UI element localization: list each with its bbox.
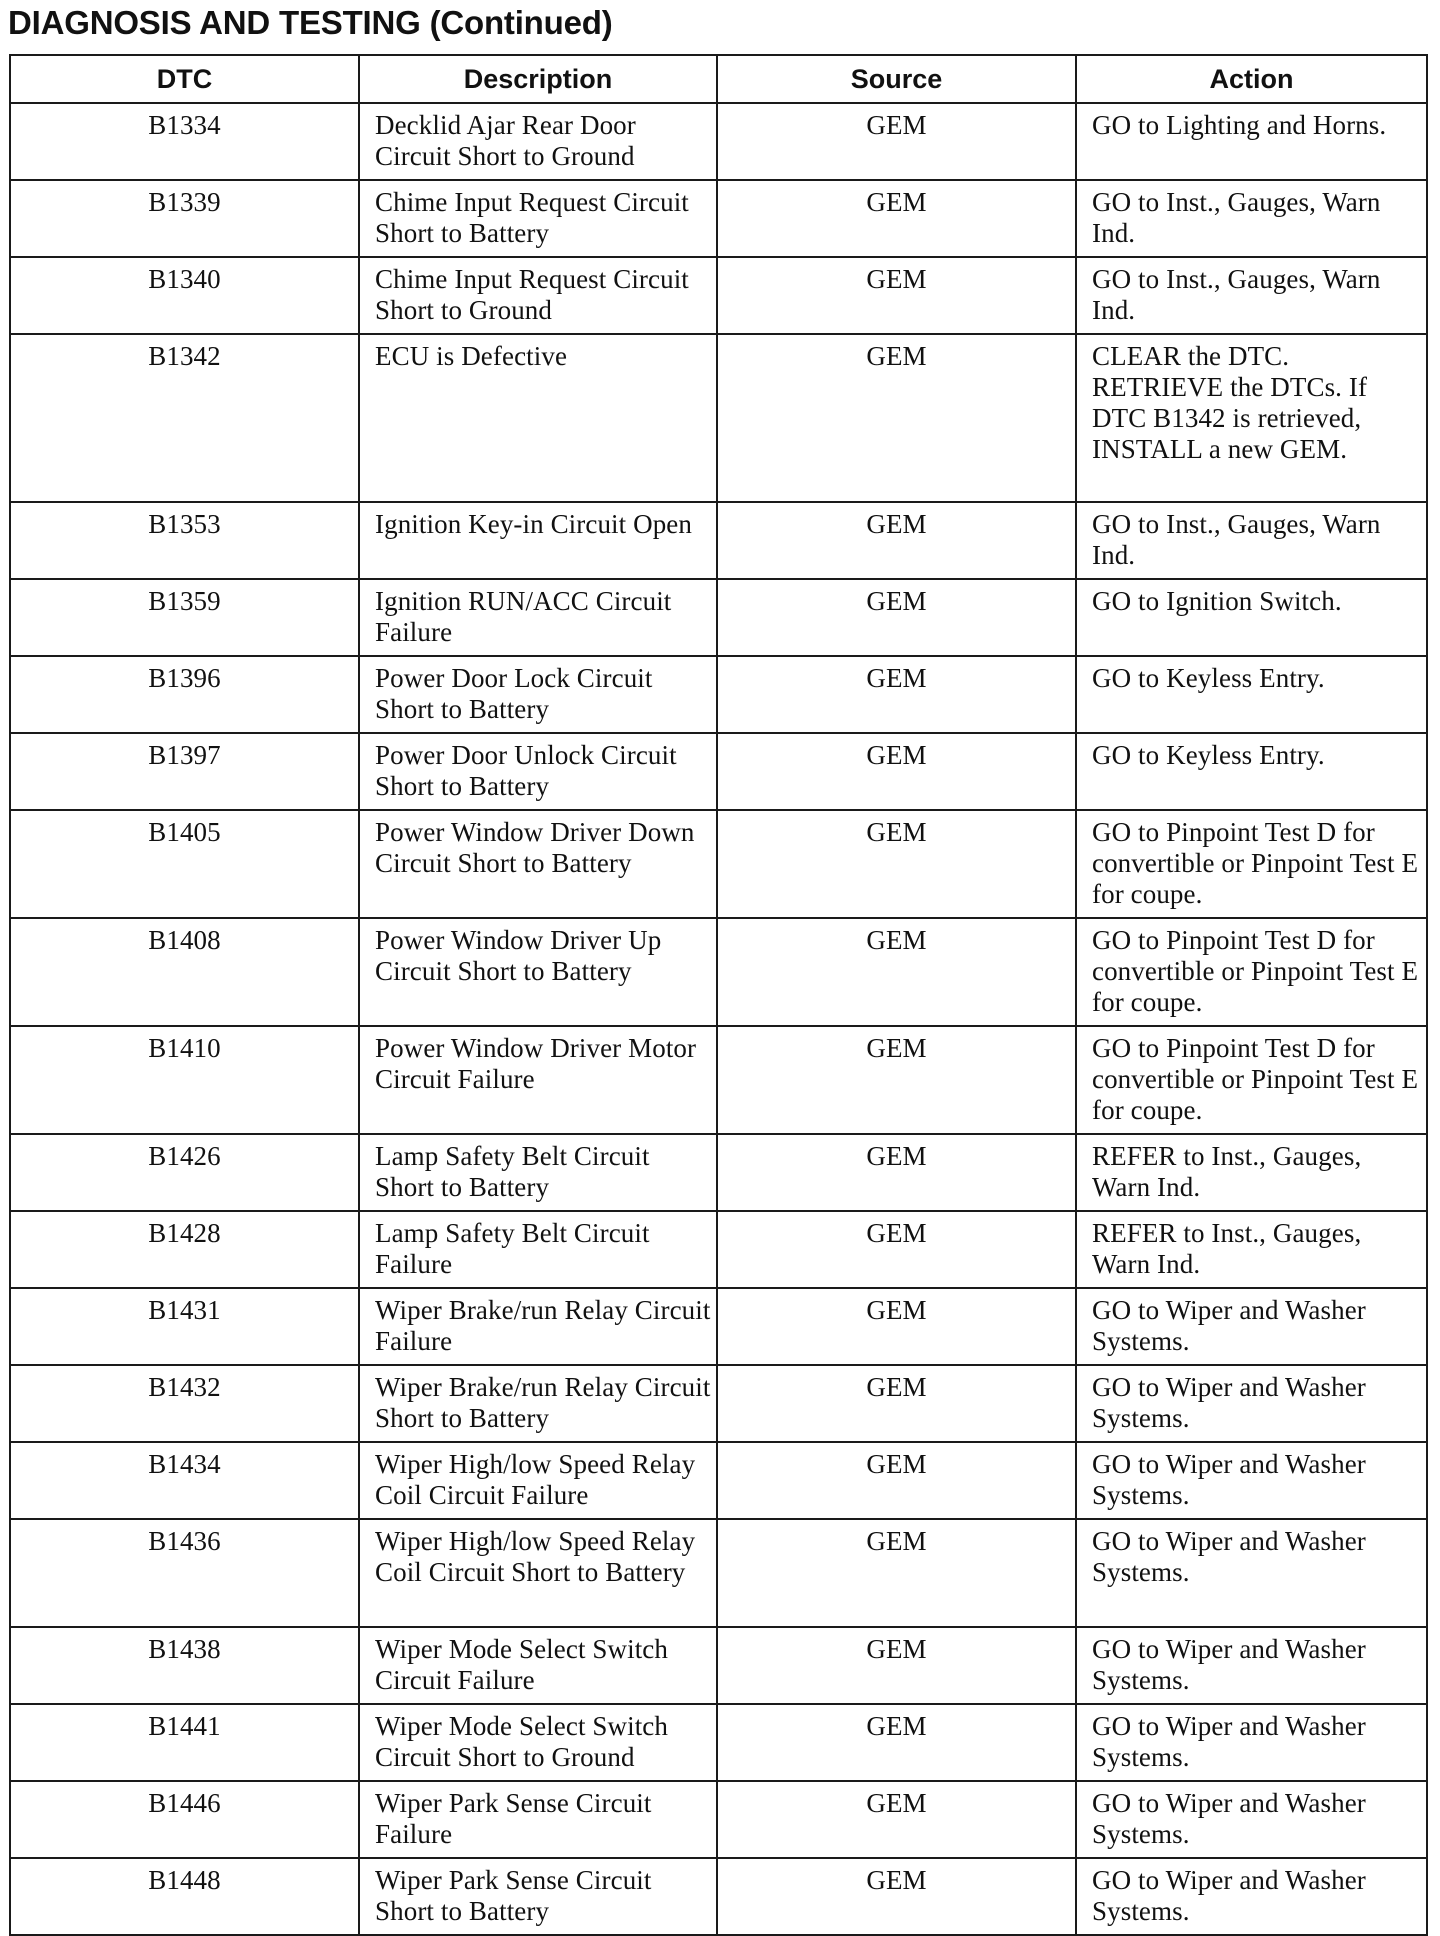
dtc-code: B1428 bbox=[10, 1211, 359, 1288]
table-row bbox=[10, 502, 1427, 579]
dtc-action: GO to Wiper and Washer Systems. bbox=[1076, 1704, 1427, 1781]
header-description: Description bbox=[359, 55, 717, 103]
dtc-table bbox=[9, 54, 1428, 1936]
dtc-code: B1441 bbox=[10, 1704, 359, 1781]
table-row bbox=[10, 180, 1427, 257]
dtc-action: GO to Keyless Entry. bbox=[1076, 733, 1427, 810]
dtc-action: REFER to Inst., Gauges, Warn Ind. bbox=[1076, 1134, 1427, 1211]
dtc-code: B1436 bbox=[10, 1519, 359, 1627]
dtc-code: B1405 bbox=[10, 810, 359, 918]
dtc-action: GO to Wiper and Washer Systems. bbox=[1076, 1781, 1427, 1858]
dtc-description: Wiper Park Sense Circuit Short to Battery bbox=[359, 1858, 717, 1935]
dtc-description: Wiper Park Sense Circuit Failure bbox=[359, 1781, 717, 1858]
dtc-action: GO to Pinpoint Test D for convertible or Pinpoint Test E for coupe. bbox=[1076, 1026, 1427, 1134]
dtc-action: GO to Wiper and Washer Systems. bbox=[1076, 1627, 1427, 1704]
dtc-source: GEM bbox=[717, 1288, 1076, 1365]
dtc-code: B1396 bbox=[10, 656, 359, 733]
table-row bbox=[10, 733, 1427, 810]
dtc-action: GO to Pinpoint Test D for convertible or Pinpoint Test E for coupe. bbox=[1076, 810, 1427, 918]
dtc-code: B1432 bbox=[10, 1365, 359, 1442]
table-row bbox=[10, 1858, 1427, 1935]
table-row bbox=[10, 257, 1427, 334]
dtc-action: GO to Inst., Gauges, Warn Ind. bbox=[1076, 180, 1427, 257]
dtc-source: GEM bbox=[717, 257, 1076, 334]
table-row bbox=[10, 656, 1427, 733]
dtc-description: Wiper High/low Speed Relay Coil Circuit Failure bbox=[359, 1442, 717, 1519]
table-row bbox=[10, 1781, 1427, 1858]
dtc-source: GEM bbox=[717, 733, 1076, 810]
dtc-description: Chime Input Request Circuit Short to Battery bbox=[359, 180, 717, 257]
dtc-action: GO to Wiper and Washer Systems. bbox=[1076, 1442, 1427, 1519]
dtc-code: B1359 bbox=[10, 579, 359, 656]
dtc-description: Decklid Ajar Rear Door Circuit Short to Ground bbox=[359, 103, 717, 180]
table-row bbox=[10, 334, 1427, 502]
dtc-source: GEM bbox=[717, 1858, 1076, 1935]
dtc-source: GEM bbox=[717, 103, 1076, 180]
dtc-source: GEM bbox=[717, 1627, 1076, 1704]
dtc-code: B1353 bbox=[10, 502, 359, 579]
dtc-description: Power Door Lock Circuit Short to Battery bbox=[359, 656, 717, 733]
dtc-source: GEM bbox=[717, 810, 1076, 918]
dtc-action: CLEAR the DTC. RETRIEVE the DTCs. If DTC B1342 is retrieved, INSTALL a new GEM. bbox=[1076, 334, 1427, 502]
dtc-source: GEM bbox=[717, 1211, 1076, 1288]
table-row bbox=[10, 103, 1427, 180]
table-header-row bbox=[10, 55, 1427, 103]
dtc-code: B1438 bbox=[10, 1627, 359, 1704]
dtc-action: GO to Wiper and Washer Systems. bbox=[1076, 1519, 1427, 1627]
page-title: DIAGNOSIS AND TESTING (Continued) bbox=[8, 4, 613, 41]
dtc-action: GO to Keyless Entry. bbox=[1076, 656, 1427, 733]
dtc-action: GO to Inst., Gauges, Warn Ind. bbox=[1076, 502, 1427, 579]
dtc-description: Ignition Key-in Circuit Open bbox=[359, 502, 717, 579]
dtc-description: Power Window Driver Down Circuit Short to Battery bbox=[359, 810, 717, 918]
table-row bbox=[10, 1134, 1427, 1211]
dtc-description: ECU is Defective bbox=[359, 334, 717, 502]
dtc-code: B1426 bbox=[10, 1134, 359, 1211]
dtc-description: Wiper Brake/run Relay Circuit Short to Battery bbox=[359, 1365, 717, 1442]
header-dtc: DTC bbox=[10, 55, 359, 103]
dtc-description: Wiper Brake/run Relay Circuit Failure bbox=[359, 1288, 717, 1365]
dtc-source: GEM bbox=[717, 1519, 1076, 1627]
dtc-action: GO to Wiper and Washer Systems. bbox=[1076, 1858, 1427, 1935]
dtc-code: B1431 bbox=[10, 1288, 359, 1365]
dtc-description: Wiper Mode Select Switch Circuit Failure bbox=[359, 1627, 717, 1704]
dtc-action: GO to Ignition Switch. bbox=[1076, 579, 1427, 656]
dtc-description: Wiper Mode Select Switch Circuit Short to Ground bbox=[359, 1704, 717, 1781]
dtc-description: Power Window Driver Motor Circuit Failure bbox=[359, 1026, 717, 1134]
dtc-code: B1410 bbox=[10, 1026, 359, 1134]
dtc-code: B1397 bbox=[10, 733, 359, 810]
dtc-action: REFER to Inst., Gauges, Warn Ind. bbox=[1076, 1211, 1427, 1288]
dtc-code: B1446 bbox=[10, 1781, 359, 1858]
dtc-description: Lamp Safety Belt Circuit Short to Battery bbox=[359, 1134, 717, 1211]
dtc-code: B1339 bbox=[10, 180, 359, 257]
dtc-source: GEM bbox=[717, 1781, 1076, 1858]
dtc-code: B1342 bbox=[10, 334, 359, 502]
dtc-source: GEM bbox=[717, 334, 1076, 502]
dtc-source: GEM bbox=[717, 1134, 1076, 1211]
dtc-source: GEM bbox=[717, 918, 1076, 1026]
dtc-description: Lamp Safety Belt Circuit Failure bbox=[359, 1211, 717, 1288]
dtc-description: Ignition RUN/ACC Circuit Failure bbox=[359, 579, 717, 656]
dtc-code: B1334 bbox=[10, 103, 359, 180]
dtc-description: Power Window Driver Up Circuit Short to Battery bbox=[359, 918, 717, 1026]
dtc-source: GEM bbox=[717, 579, 1076, 656]
table-row bbox=[10, 918, 1427, 1026]
table-row bbox=[10, 1519, 1427, 1627]
table-row bbox=[10, 810, 1427, 918]
dtc-description: Power Door Unlock Circuit Short to Battery bbox=[359, 733, 717, 810]
dtc-action: GO to Inst., Gauges, Warn Ind. bbox=[1076, 257, 1427, 334]
dtc-source: GEM bbox=[717, 1442, 1076, 1519]
header-action: Action bbox=[1076, 55, 1427, 103]
dtc-source: GEM bbox=[717, 1026, 1076, 1134]
table-row bbox=[10, 1365, 1427, 1442]
table-row bbox=[10, 1288, 1427, 1365]
dtc-code: B1340 bbox=[10, 257, 359, 334]
header-source: Source bbox=[717, 55, 1076, 103]
dtc-source: GEM bbox=[717, 1704, 1076, 1781]
dtc-action: GO to Wiper and Washer Systems. bbox=[1076, 1365, 1427, 1442]
table-row bbox=[10, 1627, 1427, 1704]
dtc-code: B1448 bbox=[10, 1858, 359, 1935]
dtc-action: GO to Lighting and Horns. bbox=[1076, 103, 1427, 180]
table-row bbox=[10, 1442, 1427, 1519]
dtc-source: GEM bbox=[717, 502, 1076, 579]
dtc-source: GEM bbox=[717, 1365, 1076, 1442]
table-row bbox=[10, 1026, 1427, 1134]
table-row bbox=[10, 1211, 1427, 1288]
table-row bbox=[10, 579, 1427, 656]
dtc-action: GO to Wiper and Washer Systems. bbox=[1076, 1288, 1427, 1365]
dtc-source: GEM bbox=[717, 656, 1076, 733]
dtc-description: Wiper High/low Speed Relay Coil Circuit Short to Battery bbox=[359, 1519, 717, 1627]
table-row bbox=[10, 1704, 1427, 1781]
dtc-code: B1434 bbox=[10, 1442, 359, 1519]
dtc-description: Chime Input Request Circuit Short to Ground bbox=[359, 257, 717, 334]
dtc-action: GO to Pinpoint Test D for convertible or Pinpoint Test E for coupe. bbox=[1076, 918, 1427, 1026]
dtc-code: B1408 bbox=[10, 918, 359, 1026]
dtc-source: GEM bbox=[717, 180, 1076, 257]
